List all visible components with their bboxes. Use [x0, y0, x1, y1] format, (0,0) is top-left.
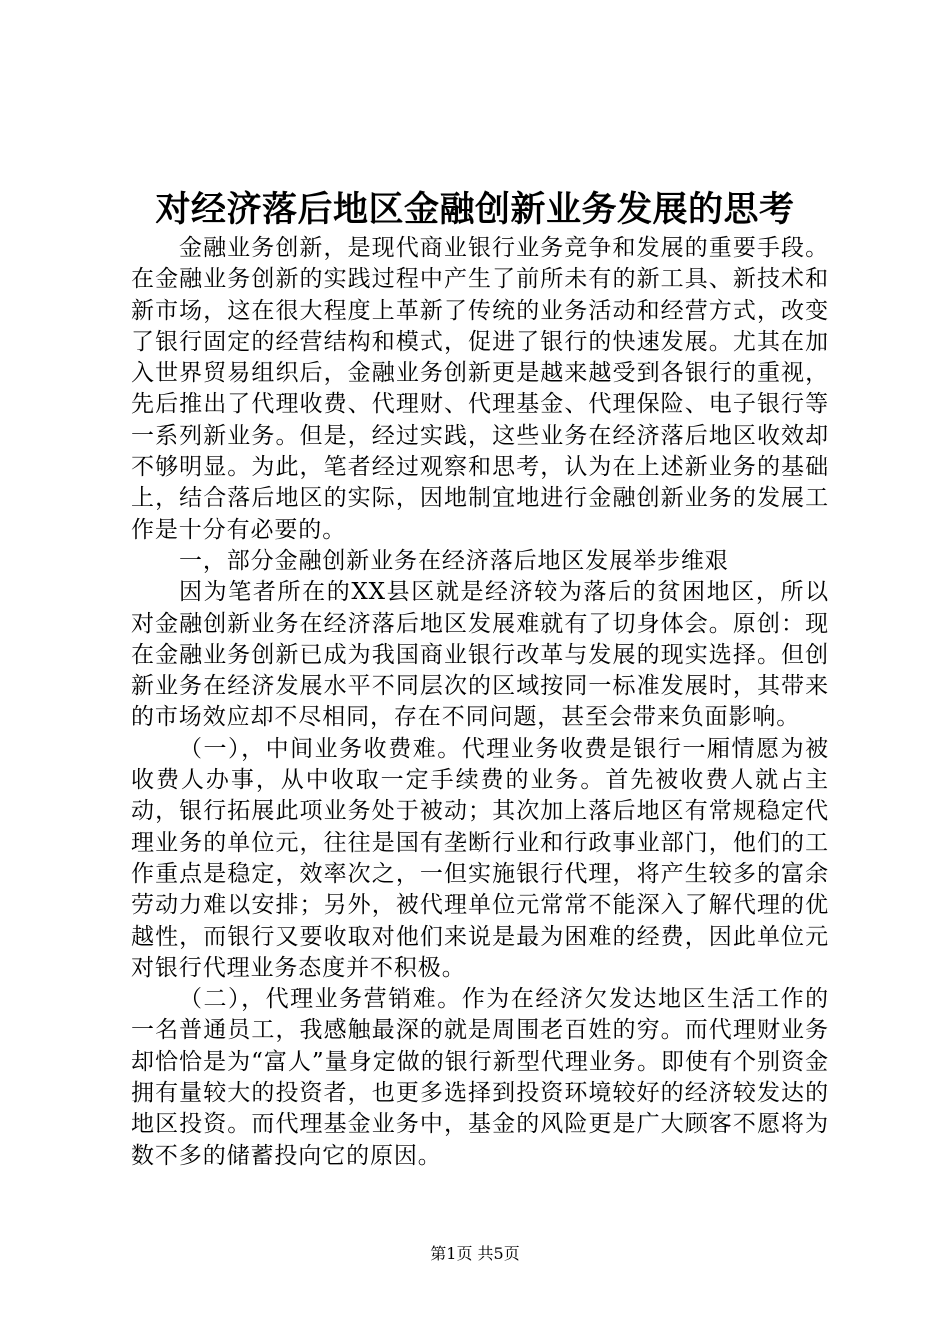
paragraph: 金融业务创新，是现代商业银行业务竞争和发展的重要手段。在金融业务创新的实践过程中产生了前所未有的新工具、新技术和新市场，这在很大程度上革新了传统的业务活动和经营方式，改变了银行固定的经营结构和模式，促进了银行的快速发展。尤其在加入世界贸易组织后，金融业务创新更是越来越受到各银行的重视，先后推出了代理收费、代理财、代理基金、代理保险、电子银行等一系列新业务。但是，经过实践，这些业务在经济落后地区收效却不够明显。为此，笔者经过观察和思考，认为在上述新业务的基础上，结合落后地区的实际，因地制宜地进行金融创新业务的发展工作是十分有必要的。	[131, 235, 829, 543]
page-title: 对经济落后地区金融创新业务发展的思考	[155, 189, 795, 230]
page-number: 第1页 共5页	[430, 1244, 520, 1263]
paragraph: 因为笔者所在的XX县区就是经济较为落后的贫困地区，所以对金融创新业务在经济落后地区发展难就有了切身体会。原创：现在金融业务创新已成为我国商业银行改革与发展的现实选择。但创新业务在经济发展水平不同层次的区域按同一标准发展时，其带来的市场效应却不尽相同，存在不同问题，甚至会带来负面影响。	[131, 579, 829, 731]
document-body	[131, 233, 829, 1172]
section-heading: 一，部分金融创新业务在经济落后地区发展举步维艰	[179, 547, 729, 574]
paragraph: （一），中间业务收费难。代理业务收费是银行一厢情愿为被收费人办事，从中收取一定手续费的业务。首先被收费人就占主动，银行拓展此项业务处于被动；其次加上落后地区有常规稳定代理业务的单位元，往往是国有垄断行业和行政事业部门，他们的工作重点是稳定，效率次之，一但实施银行代理，将产生较多的富余劳动力难以安排；另外，被代理单位元常常不能深入了解代理的优越性，而银行又要收取对他们来说是最为困难的经费，因此单位元对银行代理业务态度并不积极。	[131, 735, 829, 981]
paragraph: （二），代理业务营销难。作为在经济欠发达地区生活工作的一名普通员工，我感触最深的就是周围老百姓的穷。而代理财业务却恰恰是为“富人”量身定做的银行新型代理业务。即使有个别资金拥有量较大的投资者，也更多选择到投资环境较好的经济较发达的地区投资。而代理基金业务中，基金的风险更是广大顾客不愿将为数不多的储蓄投向它的原因。	[131, 986, 829, 1169]
